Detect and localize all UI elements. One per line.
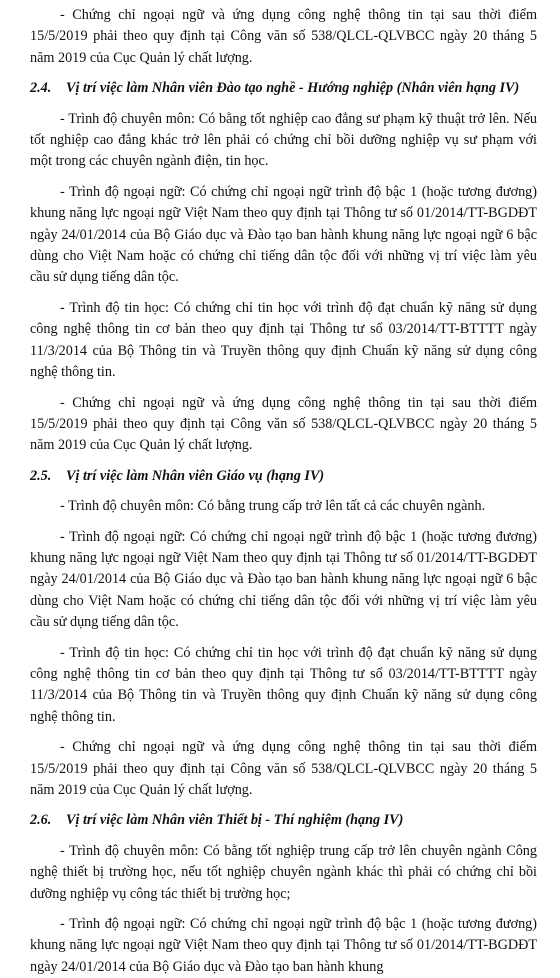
section-heading-2-6 bbox=[30, 810, 537, 831]
section-number: 2.4. bbox=[30, 80, 52, 97]
section-number: 2.5. bbox=[30, 467, 52, 484]
paragraph-professional-level: - Trình độ chuyên môn: Có bằng tốt nghiệp trung cấp trở lên chuyên ngành Công nghệ thiết bị trường học, nếu tốt nghiệp chuyên ngành khác thì phải có chứng chỉ bồi dưỡng nghiệp vụ công tác thiết bị trường học; bbox=[30, 842, 537, 902]
paragraph-foreign-language: - Trình độ ngoại ngữ: Có chứng chỉ ngoại ngữ trình độ bậc 1 (hoặc tương đương) khung năng lực ngoại ngữ Việt Nam theo quy định tại Thông tư số 01/2014/TT-BGDĐT ngày 24/01/2014 của Bộ Giáo dục và Đào tạo ban hành khung bbox=[30, 916, 537, 975]
section-heading-2-4 bbox=[30, 78, 537, 99]
section-title: Vị trí việc làm Nhân viên Đào tạo nghề - Hướng nghiệp (Nhân viên hạng IV) bbox=[66, 80, 520, 97]
paragraph-it-skills: - Trình độ tin học: Có chứng chỉ tin học với trình độ đạt chuẩn kỹ năng sử dụng công nghệ thông tin cơ bản theo quy định tại Thông tư số 03/2014/TT-BTTTT ngày 11/3/2014 của Bộ Thông tin và Truyền thông quy định Chuẩn kỹ năng sử dụng công nghệ thông tin. bbox=[30, 299, 537, 381]
paragraph-professional-level: - Trình độ chuyên môn: Có bằng tốt nghiệp cao đẳng sư phạm kỹ thuật trở lên. Nếu tốt nghiệp cao đẳng khác trở lên phải có chứng chỉ bồi dưỡng nghiệp vụ sư phạm với một trong các chuyên ngành điện, tin học. bbox=[30, 110, 537, 170]
section-title: Vị trí việc làm Nhân viên Thiết bị - Thí nghiệm (hạng IV) bbox=[66, 812, 404, 829]
paragraph-certificate-note: - Chứng chỉ ngoại ngữ và ứng dụng công nghệ thông tin tại sau thời điểm 15/5/2019 phải theo quy định tại Công văn số 538/QLCL-QLVBCC ngày 20 tháng 5 năm 2019 của Cục Quản lý chất lượng. bbox=[30, 7, 537, 66]
section-heading-2-5 bbox=[30, 466, 537, 487]
paragraph-foreign-language: - Trình độ ngoại ngữ: Có chứng chỉ ngoại ngữ trình độ bậc 1 (hoặc tương đương) khung năng lực ngoại ngữ Việt Nam theo quy định tại Thông tư số 01/2014/TT-BGDĐT ngày 24/01/2014 của Bộ Giáo dục và Đào tạo ban hành khung năng lực ngoại ngữ 6 bậc dùng cho Việt Nam hoặc có chứng chỉ tiếng dân tộc đối với những vị trí việc làm yêu cầu sử dụng tiếng dân tộc. bbox=[30, 183, 537, 286]
paragraph-certificate-note: - Chứng chỉ ngoại ngữ và ứng dụng công nghệ thông tin tại sau thời điểm 15/5/2019 phải theo quy định tại Công văn số 538/QLCL-QLVBCC ngày 20 tháng 5 năm 2019 của Cục Quản lý chất lượng. bbox=[30, 394, 537, 454]
paragraph-it-skills: - Trình độ tin học: Có chứng chỉ tin học với trình độ đạt chuẩn kỹ năng sử dụng công nghệ thông tin cơ bản theo quy định tại Thông tư số 03/2014/TT-BTTTT ngày 11/3/2014 của Bộ Thông tin và Truyền thông quy định Chuẩn kỹ năng sử dụng công nghệ thông tin. bbox=[30, 644, 537, 725]
section-number: 2.6. bbox=[30, 812, 52, 829]
paragraph-certificate-note: - Chứng chỉ ngoại ngữ và ứng dụng công nghệ thông tin tại sau thời điểm 15/5/2019 phải theo quy định tại Công văn số 538/QLCL-QLVBCC ngày 20 tháng 5 năm 2019 của Cục Quản lý chất lượng. bbox=[30, 739, 537, 798]
section-title: Vị trí việc làm Nhân viên Giáo vụ (hạng IV) bbox=[66, 467, 325, 484]
paragraph-professional-level: - Trình độ chuyên môn: Có bằng trung cấp trở lên tất cả các chuyên ngành. bbox=[60, 498, 486, 515]
paragraph-foreign-language: - Trình độ ngoại ngữ: Có chứng chỉ ngoại ngữ trình độ bậc 1 (hoặc tương đương) khung năng lực ngoại ngữ Việt Nam theo quy định tại Thông tư số 01/2014/TT-BGDĐT ngày 24/01/2014 của Bộ Giáo dục và Đào tạo ban hành khung năng lực ngoại ngữ 6 bậc dùng cho Việt Nam hoặc có chứng chỉ tiếng dân tộc đối với những vị trí việc làm yêu cầu sử dụng tiếng dân tộc. bbox=[30, 528, 537, 631]
document-page bbox=[30, 5, 537, 978]
